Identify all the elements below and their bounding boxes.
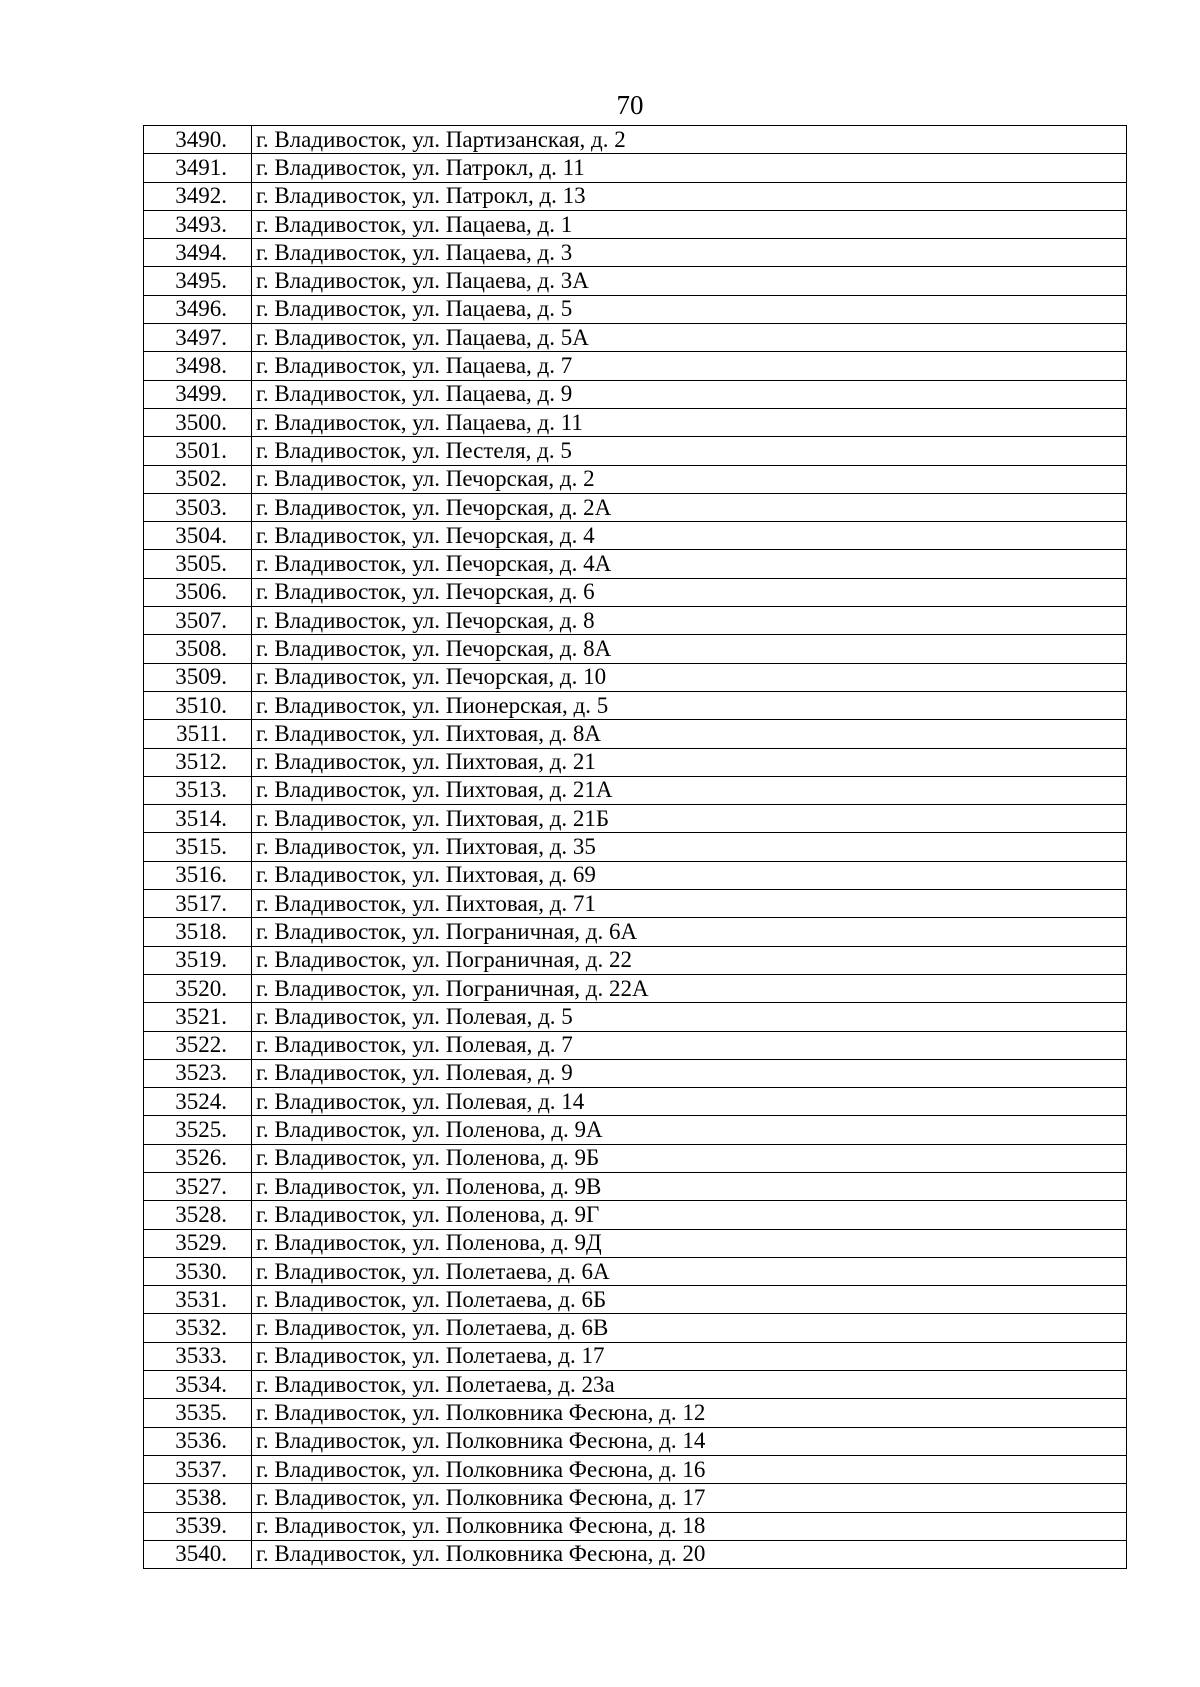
row-address: г. Владивосток, ул. Печорская, д. 8А <box>252 635 1127 663</box>
row-address: г. Владивосток, ул. Пограничная, д. 22А <box>252 974 1127 1002</box>
table-row <box>144 805 1127 833</box>
row-address: г. Владивосток, ул. Полковника Фесюна, д. 20 <box>252 1540 1127 1568</box>
row-number: 3540. <box>144 1540 252 1568</box>
row-number: 3499. <box>144 380 252 408</box>
table-row <box>144 437 1127 465</box>
row-address: г. Владивосток, ул. Пихтовая, д. 8А <box>252 720 1127 748</box>
row-address: г. Владивосток, ул. Полковника Фесюна, д. 17 <box>252 1484 1127 1512</box>
table-row <box>144 578 1127 606</box>
row-address: г. Владивосток, ул. Пограничная, д. 6А <box>252 918 1127 946</box>
table-row <box>144 182 1127 210</box>
row-address: г. Владивосток, ул. Поленова, д. 9В <box>252 1172 1127 1200</box>
row-address: г. Владивосток, ул. Пацаева, д. 11 <box>252 408 1127 436</box>
table-row <box>144 550 1127 578</box>
row-number: 3490. <box>144 126 252 154</box>
row-number: 3513. <box>144 776 252 804</box>
table-row <box>144 1031 1127 1059</box>
row-number: 3503. <box>144 493 252 521</box>
row-address: г. Владивосток, ул. Полетаева, д. 6В <box>252 1314 1127 1342</box>
table-row <box>144 1229 1127 1257</box>
row-number: 3538. <box>144 1484 252 1512</box>
row-address: г. Владивосток, ул. Поленова, д. 9Г <box>252 1201 1127 1229</box>
table-row <box>144 748 1127 776</box>
table-row <box>144 295 1127 323</box>
table-row <box>144 663 1127 691</box>
table-row <box>144 408 1127 436</box>
row-address: г. Владивосток, ул. Пацаева, д. 5А <box>252 324 1127 352</box>
row-address: г. Владивосток, ул. Поленова, д. 9А <box>252 1116 1127 1144</box>
table-row <box>144 126 1127 154</box>
row-address: г. Владивосток, ул. Пихтовая, д. 35 <box>252 833 1127 861</box>
table-row <box>144 1144 1127 1172</box>
row-address: г. Владивосток, ул. Пихтовая, д. 21 <box>252 748 1127 776</box>
row-number: 3529. <box>144 1229 252 1257</box>
row-number: 3492. <box>144 182 252 210</box>
row-number: 3504. <box>144 522 252 550</box>
table-row <box>144 380 1127 408</box>
table-row <box>144 1088 1127 1116</box>
row-address: г. Владивосток, ул. Полетаева, д. 23а <box>252 1371 1127 1399</box>
table-row <box>144 352 1127 380</box>
row-address: г. Владивосток, ул. Пацаева, д. 3 <box>252 239 1127 267</box>
table-row <box>144 890 1127 918</box>
row-address: г. Владивосток, ул. Полковника Фесюна, д. 14 <box>252 1427 1127 1455</box>
table-row <box>144 1201 1127 1229</box>
table-row <box>144 1059 1127 1087</box>
row-number: 3526. <box>144 1144 252 1172</box>
row-address: г. Владивосток, ул. Партизанская, д. 2 <box>252 126 1127 154</box>
row-address: г. Владивосток, ул. Полевая, д. 7 <box>252 1031 1127 1059</box>
row-number: 3502. <box>144 465 252 493</box>
row-address: г. Владивосток, ул. Полевая, д. 14 <box>252 1088 1127 1116</box>
row-number: 3523. <box>144 1059 252 1087</box>
table-row <box>144 1116 1127 1144</box>
row-number: 3511. <box>144 720 252 748</box>
row-address: г. Владивосток, ул. Печорская, д. 6 <box>252 578 1127 606</box>
row-address: г. Владивосток, ул. Пацаева, д. 1 <box>252 210 1127 238</box>
table-row <box>144 239 1127 267</box>
row-number: 3517. <box>144 890 252 918</box>
row-number: 3510. <box>144 691 252 719</box>
row-number: 3493. <box>144 210 252 238</box>
row-number: 3495. <box>144 267 252 295</box>
row-number: 3501. <box>144 437 252 465</box>
row-address: г. Владивосток, ул. Полковника Фесюна, д. 12 <box>252 1399 1127 1427</box>
address-table <box>143 125 1127 1569</box>
row-address: г. Владивосток, ул. Пионерская, д. 5 <box>252 691 1127 719</box>
row-address: г. Владивосток, ул. Печорская, д. 4 <box>252 522 1127 550</box>
page-number: 70 <box>616 90 644 120</box>
table-row <box>144 1342 1127 1370</box>
row-address: г. Владивосток, ул. Печорская, д. 2А <box>252 493 1127 521</box>
table-row <box>144 324 1127 352</box>
table-row <box>144 974 1127 1002</box>
row-number: 3506. <box>144 578 252 606</box>
address-table-body <box>144 126 1127 1569</box>
row-number: 3525. <box>144 1116 252 1144</box>
row-address: г. Владивосток, ул. Пацаева, д. 3А <box>252 267 1127 295</box>
row-number: 3518. <box>144 918 252 946</box>
row-address: г. Владивосток, ул. Полетаева, д. 6Б <box>252 1286 1127 1314</box>
row-number: 3522. <box>144 1031 252 1059</box>
row-address: г. Владивосток, ул. Пихтовая, д. 71 <box>252 890 1127 918</box>
table-row <box>144 1427 1127 1455</box>
table-row <box>144 1371 1127 1399</box>
table-row <box>144 1172 1127 1200</box>
table-row <box>144 1455 1127 1483</box>
row-number: 3536. <box>144 1427 252 1455</box>
table-row <box>144 1484 1127 1512</box>
row-number: 3500. <box>144 408 252 436</box>
row-number: 3514. <box>144 805 252 833</box>
row-address: г. Владивосток, ул. Печорская, д. 10 <box>252 663 1127 691</box>
row-address: г. Владивосток, ул. Печорская, д. 2 <box>252 465 1127 493</box>
row-address: г. Владивосток, ул. Полетаева, д. 17 <box>252 1342 1127 1370</box>
table-row <box>144 465 1127 493</box>
row-address: г. Владивосток, ул. Пацаева, д. 7 <box>252 352 1127 380</box>
row-number: 3505. <box>144 550 252 578</box>
row-number: 3535. <box>144 1399 252 1427</box>
row-number: 3534. <box>144 1371 252 1399</box>
row-address: г. Владивосток, ул. Пестеля, д. 5 <box>252 437 1127 465</box>
row-number: 3496. <box>144 295 252 323</box>
row-number: 3524. <box>144 1088 252 1116</box>
table-row <box>144 691 1127 719</box>
row-address: г. Владивосток, ул. Пихтовая, д. 21А <box>252 776 1127 804</box>
table-row <box>144 1257 1127 1285</box>
row-address: г. Владивосток, ул. Поленова, д. 9Б <box>252 1144 1127 1172</box>
row-address: г. Владивосток, ул. Полетаева, д. 6А <box>252 1257 1127 1285</box>
row-address: г. Владивосток, ул. Пацаева, д. 5 <box>252 295 1127 323</box>
row-number: 3509. <box>144 663 252 691</box>
table-row <box>144 946 1127 974</box>
table-row <box>144 861 1127 889</box>
row-number: 3494. <box>144 239 252 267</box>
row-number: 3498. <box>144 352 252 380</box>
row-number: 3516. <box>144 861 252 889</box>
row-address: г. Владивосток, ул. Пацаева, д. 9 <box>252 380 1127 408</box>
row-number: 3497. <box>144 324 252 352</box>
row-number: 3527. <box>144 1172 252 1200</box>
table-row <box>144 720 1127 748</box>
table-row <box>144 210 1127 238</box>
row-address: г. Владивосток, ул. Полевая, д. 5 <box>252 1003 1127 1031</box>
row-address: г. Владивосток, ул. Поленова, д. 9Д <box>252 1229 1127 1257</box>
row-number: 3507. <box>144 607 252 635</box>
row-address: г. Владивосток, ул. Патрокл, д. 11 <box>252 154 1127 182</box>
row-address: г. Владивосток, ул. Пихтовая, д. 69 <box>252 861 1127 889</box>
row-address: г. Владивосток, ул. Печорская, д. 8 <box>252 607 1127 635</box>
table-row <box>144 1003 1127 1031</box>
table-row <box>144 607 1127 635</box>
row-number: 3537. <box>144 1455 252 1483</box>
row-number: 3512. <box>144 748 252 776</box>
row-address: г. Владивосток, ул. Патрокл, д. 13 <box>252 182 1127 210</box>
row-number: 3521. <box>144 1003 252 1031</box>
row-number: 3515. <box>144 833 252 861</box>
row-number: 3519. <box>144 946 252 974</box>
row-number: 3508. <box>144 635 252 663</box>
row-number: 3539. <box>144 1512 252 1540</box>
row-number: 3520. <box>144 974 252 1002</box>
row-address: г. Владивосток, ул. Полковника Фесюна, д. 16 <box>252 1455 1127 1483</box>
table-row <box>144 635 1127 663</box>
table-row <box>144 833 1127 861</box>
table-row <box>144 776 1127 804</box>
row-number: 3528. <box>144 1201 252 1229</box>
table-row <box>144 1512 1127 1540</box>
row-number: 3530. <box>144 1257 252 1285</box>
table-row <box>144 267 1127 295</box>
row-number: 3532. <box>144 1314 252 1342</box>
row-address: г. Владивосток, ул. Пихтовая, д. 21Б <box>252 805 1127 833</box>
row-address: г. Владивосток, ул. Печорская, д. 4А <box>252 550 1127 578</box>
table-row <box>144 1540 1127 1568</box>
table-row <box>144 154 1127 182</box>
row-number: 3491. <box>144 154 252 182</box>
row-address: г. Владивосток, ул. Полевая, д. 9 <box>252 1059 1127 1087</box>
table-row <box>144 493 1127 521</box>
table-row <box>144 1314 1127 1342</box>
table-row <box>144 1286 1127 1314</box>
table-row <box>144 1399 1127 1427</box>
row-number: 3533. <box>144 1342 252 1370</box>
row-address: г. Владивосток, ул. Пограничная, д. 22 <box>252 946 1127 974</box>
row-address: г. Владивосток, ул. Полковника Фесюна, д. 18 <box>252 1512 1127 1540</box>
row-number: 3531. <box>144 1286 252 1314</box>
table-row <box>144 522 1127 550</box>
table-row <box>144 918 1127 946</box>
